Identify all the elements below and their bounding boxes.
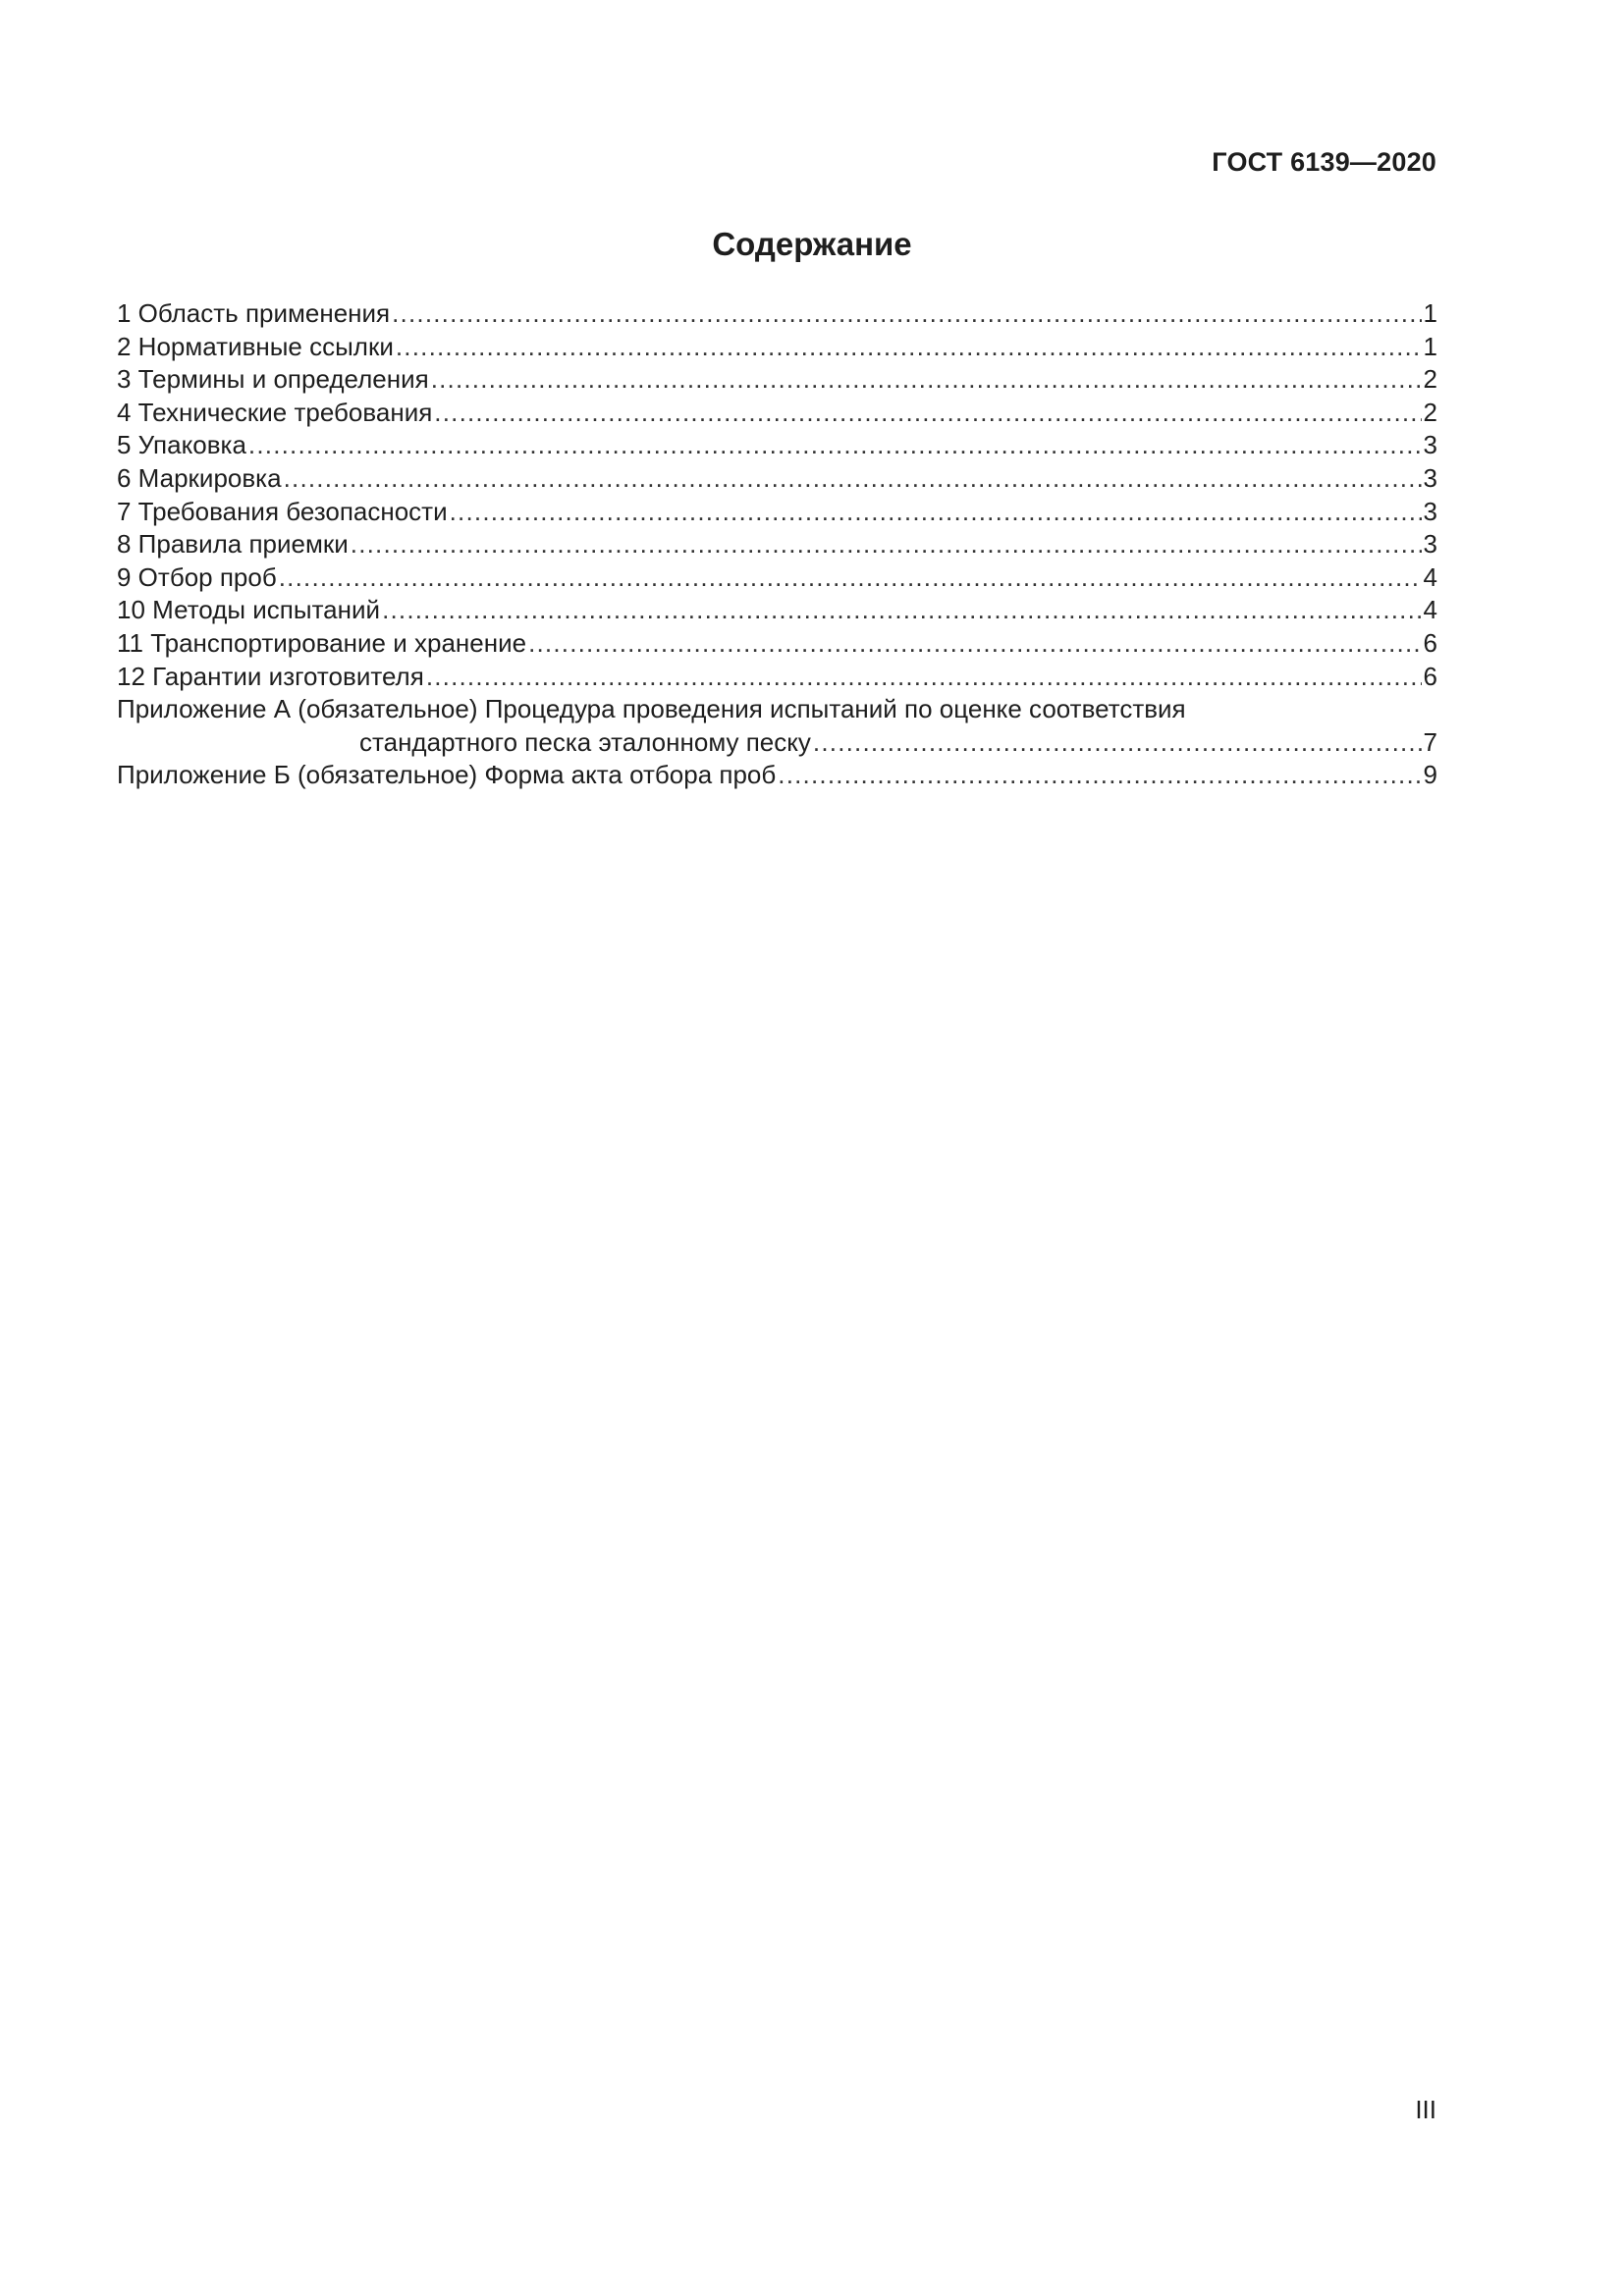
toc-entry-label: 5 Упаковка bbox=[117, 430, 246, 460]
toc-entry-page: 4 bbox=[1423, 595, 1437, 625]
table-of-contents bbox=[117, 297, 1437, 792]
toc-leader-dots bbox=[450, 496, 1422, 529]
toc-leader-dots bbox=[284, 462, 1422, 496]
toc-leader-dots bbox=[434, 397, 1421, 430]
toc-entry-12[interactable] bbox=[117, 661, 1437, 694]
toc-entry-page: 1 bbox=[1423, 331, 1437, 361]
toc-entry-7[interactable] bbox=[117, 496, 1437, 529]
toc-entry-label: 11 Транспортирование и хранение bbox=[117, 627, 527, 658]
toc-entry-1[interactable] bbox=[117, 297, 1437, 331]
toc-entry-page: 6 bbox=[1423, 661, 1437, 691]
toc-entry-11[interactable] bbox=[117, 627, 1437, 661]
toc-entry-page: 3 bbox=[1423, 430, 1437, 460]
toc-leader-dots bbox=[248, 429, 1422, 462]
toc-entry-page: 9 bbox=[1423, 760, 1437, 790]
toc-entry-page: 7 bbox=[1423, 726, 1437, 757]
toc-entry-3[interactable] bbox=[117, 363, 1437, 397]
toc-leader-dots bbox=[528, 627, 1421, 661]
toc-leader-dots bbox=[279, 561, 1422, 595]
toc-entry-page: 6 bbox=[1423, 627, 1437, 658]
toc-entry-label: 2 Нормативные ссылки bbox=[117, 331, 394, 361]
toc-entry-label-continued: стандартного песка эталонному песку bbox=[359, 726, 811, 757]
toc-entry-label: Приложение А (обязательное) Процедура проведения испытаний по оценке соответствия bbox=[117, 694, 1186, 724]
toc-entry-2[interactable] bbox=[117, 331, 1437, 364]
toc-entry-page: 1 bbox=[1423, 298, 1437, 328]
toc-entry-8[interactable] bbox=[117, 528, 1437, 561]
toc-entry-9[interactable] bbox=[117, 561, 1437, 595]
toc-entry-label: 1 Область применения bbox=[117, 298, 391, 328]
toc-entry-label: Приложение Б (обязательное) Форма акта отбора проб bbox=[117, 760, 777, 790]
toc-leader-dots bbox=[396, 331, 1422, 364]
toc-entry-label: 6 Маркировка bbox=[117, 462, 282, 493]
toc-entry-page: 2 bbox=[1423, 397, 1437, 427]
toc-leader-dots bbox=[813, 726, 1422, 760]
toc-entry-label: 4 Технические требования bbox=[117, 397, 433, 427]
toc-entry-page: 2 bbox=[1423, 364, 1437, 395]
toc-entry-page: 4 bbox=[1423, 561, 1437, 592]
toc-entry-appendix-b[interactable] bbox=[117, 759, 1437, 792]
toc-entry-label: 10 Методы испытаний bbox=[117, 595, 381, 625]
toc-entry-page: 3 bbox=[1423, 496, 1437, 526]
toc-leader-dots bbox=[431, 363, 1422, 397]
toc-leader-dots bbox=[426, 661, 1422, 694]
toc-entry-label: 3 Термины и определения bbox=[117, 364, 429, 395]
toc-leader-dots bbox=[382, 594, 1421, 627]
toc-entry-4[interactable] bbox=[117, 397, 1437, 430]
page-number: III bbox=[1415, 2095, 1436, 2124]
toc-entry-page: 3 bbox=[1423, 462, 1437, 493]
document-code: ГОСТ 6139—2020 bbox=[1212, 147, 1436, 177]
toc-entry-10[interactable] bbox=[117, 594, 1437, 627]
toc-leader-dots bbox=[392, 297, 1421, 331]
toc-entry-label: 8 Правила приемки bbox=[117, 529, 349, 560]
toc-entry-5[interactable] bbox=[117, 429, 1437, 462]
toc-entry-label: 12 Гарантии изготовителя bbox=[117, 661, 424, 691]
toc-leader-dots bbox=[778, 759, 1421, 792]
toc-entry-page: 3 bbox=[1423, 529, 1437, 560]
toc-entry-6[interactable] bbox=[117, 462, 1437, 496]
toc-entry-label: 7 Требования безопасности bbox=[117, 496, 448, 526]
toc-title: Содержание bbox=[712, 226, 912, 262]
toc-leader-dots bbox=[351, 528, 1422, 561]
toc-entry-label: 9 Отбор проб bbox=[117, 561, 277, 592]
toc-entry-appendix-a[interactable] bbox=[117, 693, 1437, 759]
